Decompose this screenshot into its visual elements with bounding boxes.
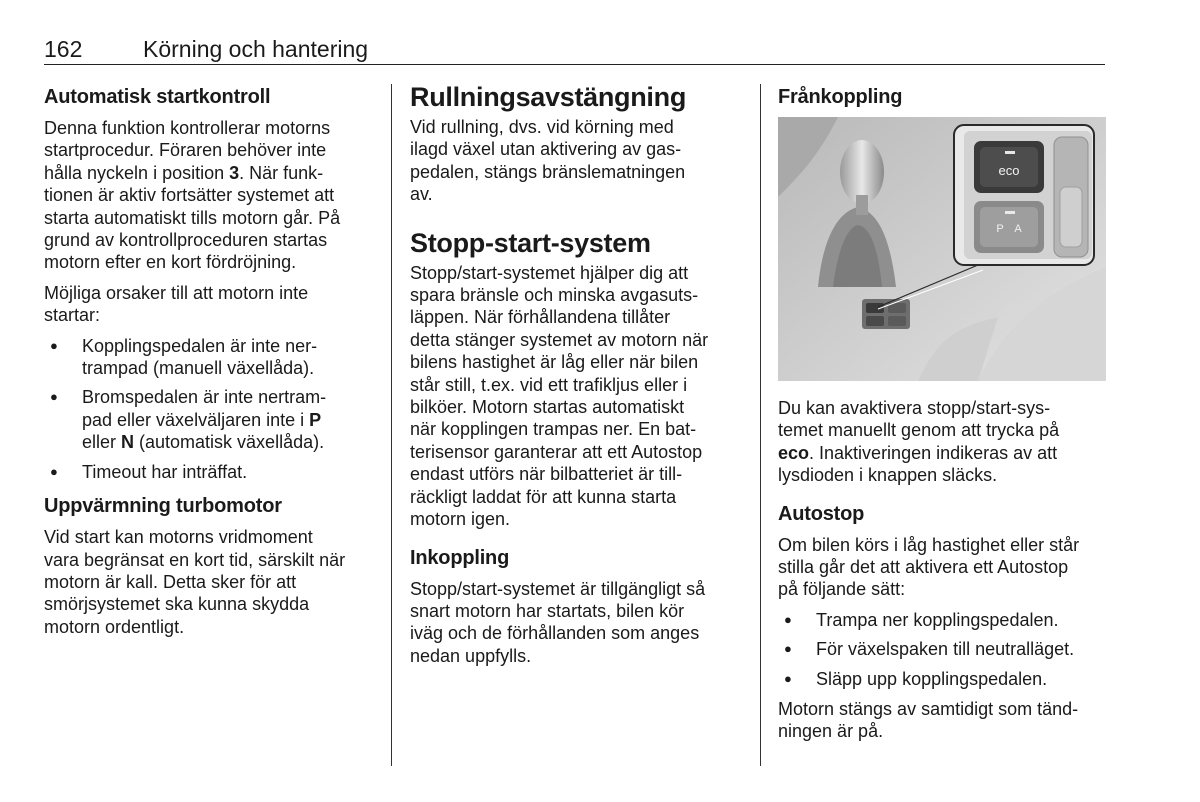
- park-assist-label-p: P: [996, 223, 1004, 235]
- page-section-title: Körning och hantering: [143, 36, 369, 62]
- heading-automatic-start: Automatisk startkontroll: [44, 86, 271, 108]
- eco-button-label: eco: [998, 163, 1020, 178]
- column-1: [44, 84, 380, 646]
- paragraph-automatic-start: Denna funktion kontrollerar motorns startprocedur. Föraren behöver inte hålla nyckeln i position 3. När funk- tionen är aktiv fortsätter systemet att starta automatiskt tills motorn går. På grund av kontrollproceduren startas motorn efter en kort fördröjning.: [44, 118, 341, 273]
- list-item: ● För växelspaken till neutralläget.: [778, 638, 1108, 660]
- eco-button-illustration: [778, 117, 1106, 381]
- paragraph-rolling-shutoff: Vid rullning, dvs. vid körning med ilagd växel utan aktivering av gas- pedalen, stängs bränslematningen av.: [410, 117, 686, 205]
- paragraph-deactivation: Du kan avaktivera stopp/start-sys- temet manuellt genom att trycka på eco. Inaktiveringen indikeras av att lysdioden i knappen släcks.: [778, 398, 1060, 486]
- heading-stop-start-system: Stopp-start-system: [410, 227, 651, 258]
- paragraph-turbo-warmup: Vid start kan motorns vridmoment vara begränsat en kort tid, särskilt när motorn är kall. Detta sker för att smörjsystemet ska kunna skydda motorn ordentligt.: [44, 527, 346, 637]
- paragraph-autostop: Om bilen körs i låg hastighet eller står stilla går det att aktivera ett Autostop på följande sätt:: [778, 534, 1080, 600]
- heading-turbo-warmup: Uppvärmning turbomotor: [44, 495, 282, 518]
- list-item: ● Timeout har inträffat.: [44, 461, 380, 483]
- park-assist-label-a: A: [1014, 223, 1022, 235]
- column-3: [778, 84, 1108, 751]
- list-item: ● Släpp upp kopplingspedalen.: [778, 668, 1108, 690]
- column-2: [410, 82, 746, 675]
- autostop-steps-list: [778, 609, 1108, 690]
- heading-autostop: Autostop: [778, 502, 865, 525]
- list-item: ● Bromspedalen är inte nertram- pad eller växelväljaren inte i P eller N (automatisk växellåda).: [44, 386, 380, 453]
- list-item: ● Trampa ner kopplingspedalen.: [778, 609, 1108, 631]
- list-item: ● Kopplingspedalen är inte ner- trampad (manuell växellåda).: [44, 335, 380, 380]
- paragraph-engine-stops: Motorn stängs av samtidigt som tänd- ningen är på.: [778, 699, 1079, 742]
- heading-rolling-shutoff: Rullningsavstängning: [410, 82, 687, 112]
- column-divider-2: [760, 84, 761, 766]
- causes-list: [44, 335, 380, 483]
- page-header: [44, 34, 1105, 65]
- paragraph-possible-causes: Möjliga orsaker till att motorn inte startar:: [44, 282, 309, 326]
- paragraph-stop-start-system: Stopp/start-systemet hjälper dig att spara bränsle och minska avgasuts- läppen. När förhållandena tillåter detta stänger systemet av motorn när bilens hastighet är låg eller när bilen står still, t.ex. vid ett trafikljus eller i bilköer. Motorn startas automatiskt när kopplingen trampas ner. En bat- terisensor garanterar att ett Autostop endast utförs när bilbatteriet är till- räckligt laddat för att kunna starta motorn igen.: [410, 262, 709, 530]
- heading-activation: Inkoppling: [410, 546, 510, 569]
- page-number: 162: [44, 36, 83, 62]
- column-divider-1: [391, 84, 392, 766]
- heading-deactivation: Frånkoppling: [778, 86, 903, 108]
- paragraph-activation: Stopp/start-systemet är tillgängligt så snart motorn har startats, bilen kör iväg och de förhållanden som anges nedan uppfylls.: [410, 578, 706, 666]
